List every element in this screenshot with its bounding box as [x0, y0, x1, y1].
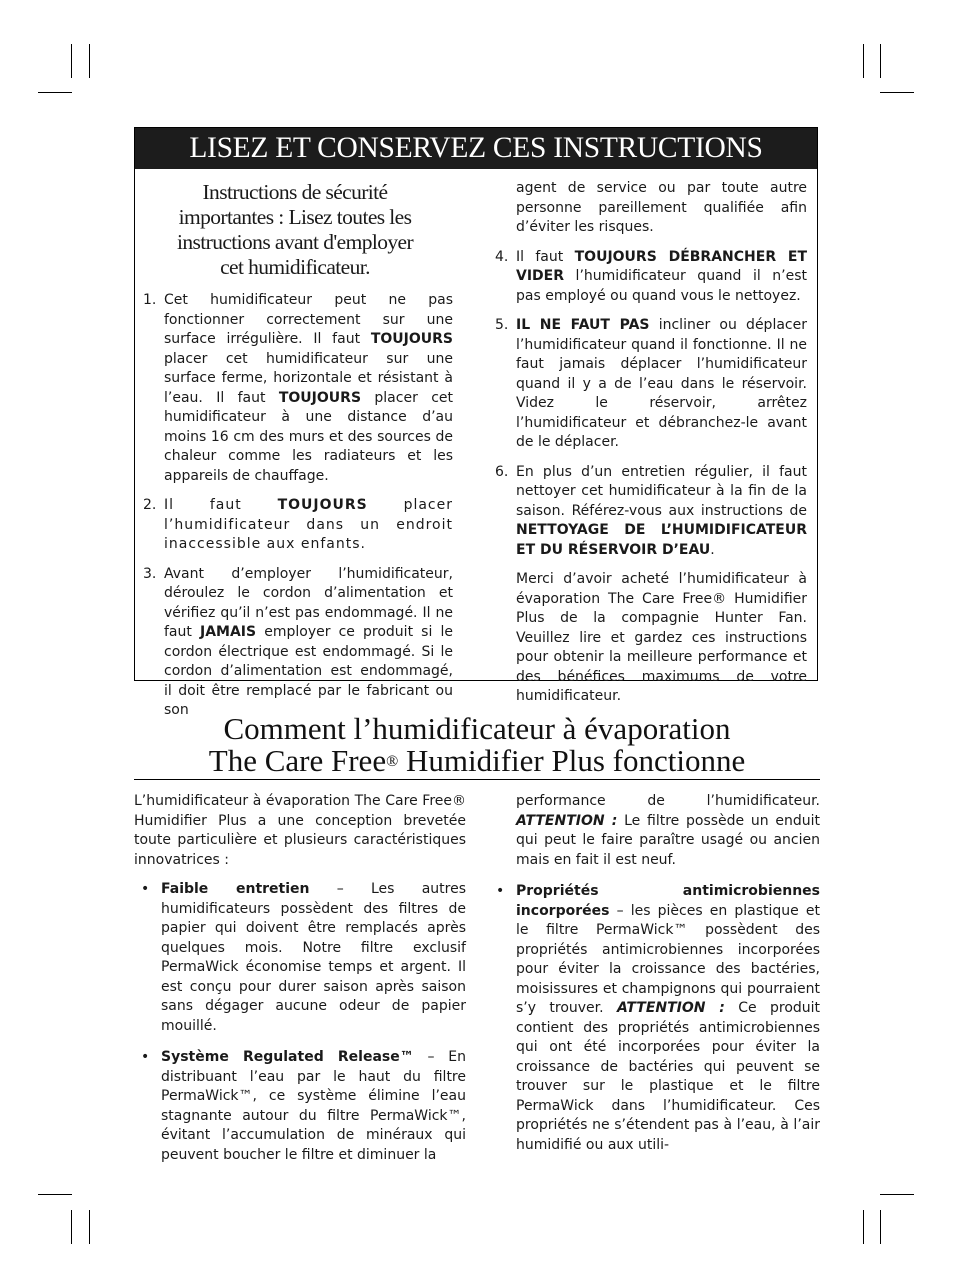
- crop-mark: [71, 44, 72, 78]
- crop-mark: [89, 44, 90, 78]
- text: placer l’humidificateur dans un endroit inaccessible aux enfants.: [164, 497, 453, 552]
- crop-mark: [880, 1194, 914, 1195]
- safety-item-1: [137, 291, 453, 486]
- right-column: [489, 179, 807, 707]
- text: l’humidificateur quand il n’est pas employé ou quand vous le nettoyez.: [516, 268, 807, 304]
- safety-instructions-box: [134, 127, 818, 718]
- emphasis: TOUJOURS: [278, 389, 362, 406]
- safety-item-3: [137, 565, 453, 721]
- registered-mark: ®: [386, 753, 399, 770]
- features-intro: L’humidificateur à évaporation The Care Free® Humidifier Plus a une conception brevetée toute particulière et plusieurs caractéristiques innovatrices :: [134, 793, 466, 868]
- features-left-column: [134, 792, 466, 1177]
- item-number: 2.: [143, 497, 157, 513]
- text: – En distribuant l’eau par le haut du filtre PermaWick™, ce système élimine l’eau stagnante autour du filtre PermaWick™, évitant l’accumulation de minéraux qui peuvent boucher le filtre et diminuer la: [161, 1049, 466, 1163]
- thank-you-note: Merci d’avoir acheté l’humidificateur à évaporation The Care Free® Humidifier Plus de la compagnie Hunter Fan. Veuillez lire et gardez ces instructions pour obtenir la meilleure performance et des bénéfices maximums de votre humidificateur.: [516, 571, 807, 704]
- text: The Care Free: [208, 743, 387, 778]
- bullet-icon: •: [496, 883, 505, 899]
- safety-item-6: [489, 463, 807, 561]
- attention-label: ATTENTION :: [616, 1000, 725, 1016]
- text: – les pièces en plastique et le filtre PermaWick™ possèdent des propriétés antimicrobiennes incorporées pour éviter la croissance des bactéries, moisissures et champignons qui pourraient s’y trouver.: [516, 902, 820, 1016]
- bullet-icon: •: [141, 1049, 150, 1065]
- crop-mark: [38, 92, 72, 93]
- bullet-icon: •: [141, 881, 150, 897]
- text: performance de l’humidificateur.: [516, 793, 820, 809]
- emphasis: NETTOYAGE DE L’HUMIDIFICATEUR ET DU RÉSERVOIR D’EAU: [516, 522, 807, 558]
- left-column: [137, 180, 453, 731]
- text: placer cet humidificateur à une distance d’au moins 16 cm des murs et des sources de chaleur comme les radiateurs et les appareils de chauffage.: [164, 389, 453, 484]
- features-right-column: [489, 792, 820, 1167]
- banner-title: LISEZ ET CONSERVEZ CES INSTRUCTIONS: [135, 128, 817, 169]
- crop-mark: [880, 92, 914, 93]
- item-number: 1.: [143, 292, 157, 308]
- feature-antimicrobial: [489, 882, 820, 1155]
- section-divider: [134, 779, 820, 780]
- item-number: 4.: [495, 248, 509, 265]
- crop-mark: [38, 1194, 72, 1195]
- text: placer cet humidificateur sur une surface ferme, horizontale et résistant à l’eau. Il faut: [164, 350, 453, 406]
- feature-heading: Propriétés antimicrobiennes incorporées: [516, 883, 820, 919]
- safety-item-2: [137, 496, 453, 555]
- section-title-line-1: Comment l’humidificateur à évaporation: [223, 711, 731, 746]
- emphasis: TOUJOURS: [277, 497, 368, 513]
- feature-regulated-release: [134, 1048, 466, 1165]
- feature-regulated-release-continued: [489, 792, 820, 870]
- item-number: 5.: [495, 317, 509, 333]
- feature-low-maintenance: [134, 880, 466, 1036]
- crop-mark: [89, 1210, 90, 1244]
- text: Avant d’employer l’humidificateur, déroulez le cordon d’alimentation et vérifiez qu’il n’est pas endommagé. Il ne faut: [164, 565, 453, 640]
- safety-subtitle: Instructions de sécurité importantes : Lisez toutes les instructions avant d'employer cet humidificateur.: [176, 180, 414, 279]
- crop-mark: [71, 1210, 72, 1244]
- text: Ce produit contient des propriétés antimicrobiennes qui ont été incorporées pour éviter la croissance de bactéries qui peuvent se trouver sur le plastique et le filtre PermaWick dans l’humidificateur. Ces propriétés ne s’étendent pas à l’eau, à l’air humidifié ou aux utili-: [516, 1000, 821, 1153]
- text: Humidifier Plus fonctionne: [398, 743, 746, 778]
- text: incliner ou déplacer l’humidificateur quand il fonctionne. Il ne faut jamais déplacer l’humidificateur quand il y a de l’eau dans le réservoir. Videz le réservoir, arrêtez l’humidificateur et débranchez-le avant de le déplacer.: [516, 317, 807, 450]
- emphasis: TOUJOURS DÉBRANCHER ET VIDER: [516, 248, 807, 284]
- item-number: 3.: [143, 565, 157, 582]
- emphasis: TOUJOURS: [370, 331, 453, 347]
- item-number: 6.: [495, 463, 509, 480]
- text: employer ce produit si le cordon électrique est endommagé. Si le cordon d’alimentation est endommagé, il doit être remplacé par le fabricant ou son: [164, 624, 453, 718]
- emphasis: JAMAIS: [200, 624, 257, 640]
- text: .: [710, 541, 715, 558]
- text: Le filtre possède un enduit qui peut le faire paraître usagé ou ancien mais en fait il est neuf.: [516, 812, 821, 868]
- crop-mark: [863, 1210, 864, 1244]
- feature-heading: Système Regulated Release™: [161, 1049, 414, 1065]
- section-title-line-2: [134, 745, 820, 777]
- attention-label: ATTENTION :: [516, 812, 618, 829]
- crop-mark: [880, 44, 881, 78]
- text: En plus d’un entretien régulier, il faut nettoyer cet humidificateur à la fin de la saison. Référez-vous aux instructions de: [516, 463, 807, 519]
- emphasis: IL NE FAUT PAS: [516, 317, 650, 333]
- text: Cet humidificateur peut ne pas fonctionner correctement sur une surface irrégulière. Il faut: [164, 292, 453, 347]
- feature-heading: Faible entretien: [161, 881, 310, 897]
- text: – Les autres humidificateurs possèdent des filtres de papier qui doivent être remplacés après quelques mois. Notre filtre exclusif PermaWick économise temps et argent. Il est conçu pour durer saison après saison sans dégager aucune odeur de papier mouillé.: [161, 881, 467, 1034]
- crop-mark: [880, 1210, 881, 1244]
- text: Il faut: [516, 248, 575, 265]
- section-title: [134, 713, 820, 777]
- safety-item-4: [489, 248, 807, 307]
- safety-item-5: [489, 316, 807, 453]
- crop-mark: [863, 44, 864, 78]
- text: Il faut: [164, 497, 278, 513]
- safety-item-3-continued: agent de service ou par toute autre personne pareillement qualifiée afin d’éviter les risques.: [516, 180, 807, 235]
